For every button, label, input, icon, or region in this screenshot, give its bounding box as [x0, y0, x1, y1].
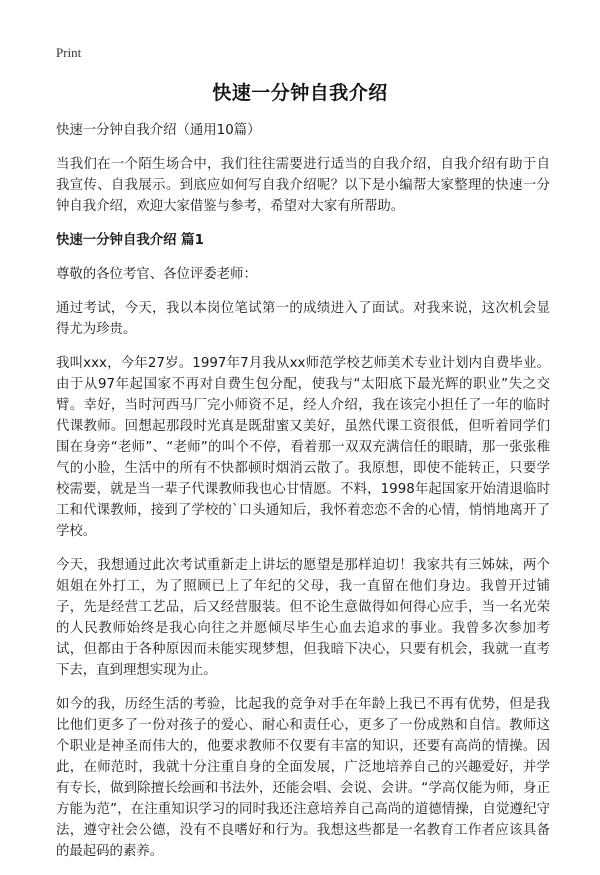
document-body	[56, 120, 550, 875]
section-heading: 快速一分钟自我介绍 篇1	[56, 233, 204, 248]
document-title: 快速一分钟自我介绍	[212, 82, 388, 104]
intro-paragraph: 当我们在一个陌生场合中，我们往往需要进行适当的自我介绍，自我介绍有助于自我宣传、自我展示。到底应如何写自我介绍呢？以下是小编帮大家整理的快速一分钟自我介绍，欢迎大家借鉴与参考，希望对大家有所帮助。	[56, 157, 550, 214]
body-paragraph: 今天，我想通过此次考试重新走上讲坛的愿望是那样迫切！我家共有三姊妹，两个姐姐在外打工，为了照顾已上了年纪的父母，我一直留在他们身边。我曾开过铺子，先是经营工艺品，后又经营服装。但不论生意做得如何得心应手，当一名光荣的人民教师始终是我心向往之并愿倾尽毕生心血去追求的事业。我曾多次参加考试，但都由于各种原因而未能实现梦想，但我暗下决心，只要有机会，我就一直考下去，直到理想实现为止。	[56, 558, 550, 678]
print-link[interactable]: Print	[56, 45, 82, 60]
salutation-paragraph: 尊敬的各位考官、各位评委老师：	[56, 267, 257, 282]
document-subtitle: 快速一分钟自我介绍（通用10篇）	[56, 123, 261, 138]
body-paragraph: 如今的我，历经生活的考验，比起我的竞争对手在年龄上我已不再有优势，但是我比他们更多了一份对孩子的爱心、耐心和责任心，更多了一份成熟和自信。教师这个职业是神圣而伟大的，他要求教师不仅要有丰富的知识，还要有高尚的情操。因此，在师范时，我就十分注重自身的全面发展，广泛地培养自己的兴趣爱好，并学有专长，做到除擅长绘画和书法外，还能会唱、会说、会讲。“学高仅能为师，身正方能为范”，在注重知识学习的同时我还注意培养自己高尚的道德情操，自觉遵纪守法，遵守社会公德，没有不良嗜好和行为。我想这些都是一名教育工作者应该具备的最起码的素养。	[56, 697, 550, 859]
body-paragraph: 我叫xxx，今年27岁。1997年7月我从xx师范学校艺师美术专业计划内自费毕业。由于从97年起国家不再对自费生包分配，使我与“太阳底下最光辉的职业”失之交臂。幸好，当时河西马厂完小师资不足，经人介绍，我在该完小担任了一年的临时代课教师。回想起那段时光真是既甜蜜又美好，虽然代课工资很低，但听着同学们围在身旁“老师”、“老师”的叫个不停，看着那一双双充满信任的眼睛，那一张张稚气的小脸，生活中的所有不快都顿时烟消云散了。我原想，即使不能转正，只要学校需要，就是当一辈子代课教师我也心甘情愿。不料，1998年起国家开始清退临时工和代课教师，接到了学校的`口头通知后，我怀着恋恋不舍的心情，悄悄地离开了学校。	[56, 356, 550, 539]
body-paragraph: 通过考试，今天，我以本岗位笔试第一的成绩进入了面试。对我来说，这次机会显得尤为珍贵。	[56, 301, 550, 337]
